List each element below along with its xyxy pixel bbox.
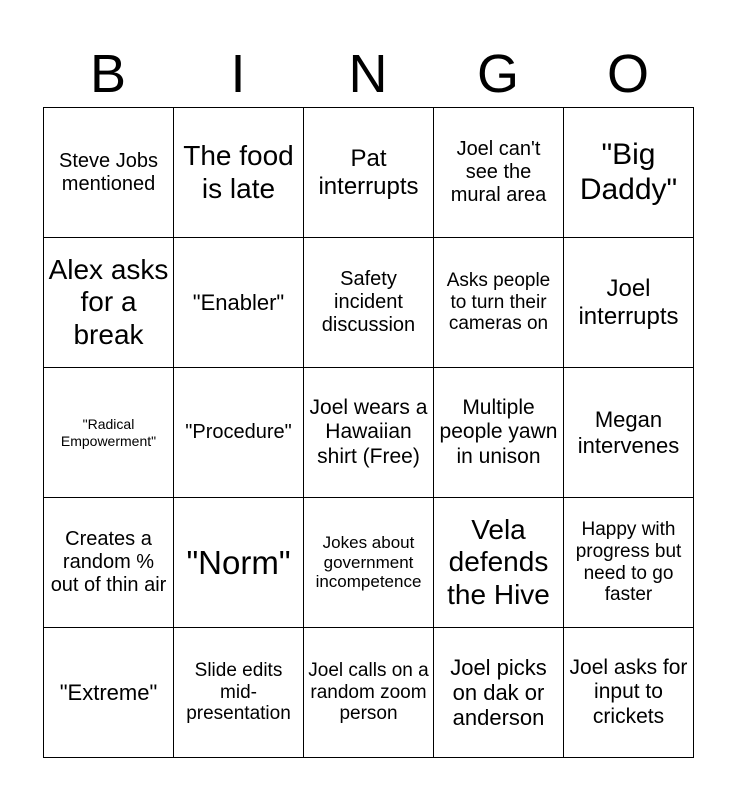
bingo-cell[interactable]: "Big Daddy" [564,108,694,238]
bingo-cell[interactable]: Joel calls on a random zoom person [304,628,434,758]
bingo-cell[interactable]: Asks people to turn their cameras on [434,238,564,368]
bingo-cell[interactable]: Happy with progress but need to go faster [564,498,694,628]
bingo-cell[interactable]: Steve Jobs mentioned [44,108,174,238]
header-letter-i: I [230,44,246,104]
bingo-cell[interactable]: Megan intervenes [564,368,694,498]
board-row [44,368,694,498]
bingo-cell[interactable]: Joel asks for input to crickets [564,628,694,758]
bingo-header [43,40,693,108]
bingo-cell[interactable]: Creates a random % out of thin air [44,498,174,628]
bingo-cell[interactable]: "Norm" [174,498,304,628]
bingo-cell[interactable]: Alex asks for a break [44,238,174,368]
bingo-cell[interactable]: Pat interrupts [304,108,434,238]
bingo-cell[interactable]: Joel interrupts [564,238,694,368]
bingo-board [43,107,694,758]
bingo-cell[interactable]: Joel wears a Hawaiian shirt (Free) [304,368,434,498]
bingo-cell[interactable]: "Enabler" [174,238,304,368]
bingo-cell[interactable]: Joel picks on dak or anderson [434,628,564,758]
header-letter-o: O [606,44,649,104]
bingo-cell[interactable]: "Extreme" [44,628,174,758]
header-letter-b: B [89,44,127,104]
bingo-cell[interactable]: Slide edits mid-presentation [174,628,304,758]
bingo-cell[interactable]: Jokes about government incompetence [304,498,434,628]
bingo-cell[interactable]: "Radical Empowerment" [44,368,174,498]
bingo-cell[interactable]: Vela defends the Hive [434,498,564,628]
header-letter-n: N [348,44,388,104]
bingo-cell[interactable]: The food is late [174,108,304,238]
board-row [44,628,694,758]
board-row [44,238,694,368]
board-row [44,498,694,628]
board-row [44,108,694,238]
header-letter-g: G [476,44,519,104]
bingo-cell[interactable]: Joel can't see the mural area [434,108,564,238]
bingo-cell[interactable]: "Procedure" [174,368,304,498]
bingo-cell[interactable]: Multiple people yawn in unison [434,368,564,498]
bingo-cell[interactable]: Safety incident discussion [304,238,434,368]
